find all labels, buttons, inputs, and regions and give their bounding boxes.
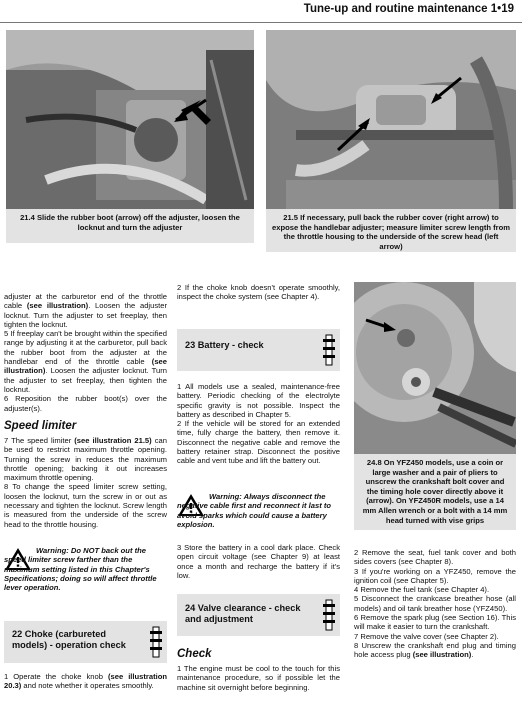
paragraph: [354, 632, 516, 641]
tool-icon: [322, 598, 336, 632]
paragraph: [4, 292, 167, 329]
paragraph: [177, 382, 340, 419]
text: 7 Remove the valve cover (see Chapter 2).: [354, 631, 499, 641]
column-1-end: [4, 672, 167, 691]
text: 2 Remove the seat, fuel tank cover and both sides covers (see Chapter 8).: [354, 548, 516, 567]
page-header: [0, 0, 522, 23]
paragraph: [4, 329, 167, 394]
text: can be used to restrict maximum throttle opening. Turning the screw in reduces the maximum throttle opening; backing it out increases maximum throttle opening.: [4, 436, 167, 483]
tool-icon: [322, 333, 336, 367]
caption-21-5-text: 21.5 If necessary, pull back the rubber cover (right arrow) to expose the handlebar adjuster; measure limiter screw length from the throttle housing to the underside of the screw head (left arrow): [272, 213, 511, 251]
paragraph: [354, 585, 516, 594]
section-23-box: [177, 329, 340, 371]
text: 5 If freeplay can't be brought within the specified range by adjusting it at the carburetor, pull back the rubber boot from the adjuster at the handlebar end of the throttle cable: [4, 329, 167, 367]
text: 5 Disconnect the crankcase breather hose (all models) and oil tank breather hose (YFZ450).: [354, 594, 516, 613]
column-1: [4, 292, 167, 413]
paragraph: [354, 567, 516, 586]
caption-24-8: [354, 454, 516, 530]
text: 2 If the choke knob doesn't operate smoothly, inspect the choke system (see Chapter 4).: [177, 283, 340, 302]
photo-21-4: [6, 30, 254, 210]
illustration-ref: (see illustration): [412, 650, 472, 660]
column-2-end: [177, 664, 340, 692]
column-2-store: [177, 543, 340, 580]
column-3: [354, 548, 516, 660]
text: 1 The engine must be cool to the touch for this maintenance procedure, so if possible let the machine sit overnight before beginning.: [177, 664, 340, 692]
column-2-battery: [177, 382, 340, 466]
section-24-box: [177, 594, 340, 636]
text: and note whether it operates smoothly.: [21, 681, 154, 691]
text: 6 Reposition the rubber boot(s) over the adjuster(s).: [4, 394, 167, 413]
section-22-title: 22 Choke (carbureted models) - operation check: [12, 629, 126, 650]
text: . Loosen the adjuster locknut. Turn the adjuster to set freeplay, then tighten the locknut.: [4, 366, 167, 394]
paragraph: [354, 613, 516, 632]
illustration-ref: (see illustration): [26, 301, 89, 311]
caption-21-4: [6, 209, 254, 243]
text: 8 Unscrew the crankshaft end plug and timing hole access plug: [354, 640, 516, 660]
text: 8 To change the speed limiter screw setting, loosen the locknut, turn the screw in or out as necessary and tighten the locknut. Screw length is measured from the underside of the screw head to the throttle housing.: [4, 482, 167, 529]
warning-speed-limiter: Warning: Do NOT back out the speed limiter screw farther than the maximum setting listed in this Chapter's Specifications; doing so will affect throttle lever operation.: [4, 546, 157, 593]
text: 1 Operate the choke knob: [4, 672, 108, 681]
text: .: [471, 650, 474, 660]
paragraph: [354, 641, 516, 660]
text: 2 If the vehicle will be stored for an extended time, fully charge the battery, then remove it. Disconnect the negative cable and remove the battery retainer strap. Disconnect the positive cable and vent tube and lift the battery out.: [177, 419, 340, 466]
text: adjuster at the carburetor end of the throttle cable: [4, 292, 167, 311]
paragraph: [354, 594, 516, 613]
caption-21-5: [266, 209, 516, 252]
illustration-ref: (see illustration 20.3): [4, 672, 168, 691]
section-22-box: [4, 621, 167, 663]
text: 7 The speed limiter: [4, 436, 75, 445]
paragraph: [4, 394, 167, 413]
section-23-title: 23 Battery - check: [185, 340, 264, 350]
heading-speed-limiter: Speed limiter: [4, 420, 77, 432]
warning-battery: Warning: Always disconnect the negative cable first and reconnect it last to avoid sparks which could cause a battery explosion.: [177, 492, 332, 529]
heading-check: Check: [177, 648, 212, 660]
photo-21-5: [266, 30, 516, 210]
paragraph: [177, 543, 340, 580]
paragraph: [4, 436, 167, 482]
page-title: Tune-up and routine maintenance 1•19: [303, 3, 514, 15]
caption-21-4-text: 21.4 Slide the rubber boot (arrow) off the adjuster, loosen the locknut and turn the adjuster: [20, 213, 240, 232]
text: 6 Remove the spark plug (see Section 16). This will make it easier to turn the crankshaft.: [354, 613, 516, 632]
photo-24-8: [354, 282, 516, 454]
paragraph: [4, 482, 167, 528]
paragraph: [354, 548, 516, 567]
text: 4 Remove the fuel tank (see Chapter 4).: [354, 585, 490, 595]
caption-24-8-text: 24.8 On YFZ450 models, use a coin or large washer and a pair of pliers to unscrew the crankshaft bolt cover and the timing hole cover directly above it (arrow). On YFZ450R models, use a 14 mm Allen wrench or a bolt with a 14 mm head turned with vise grips: [362, 458, 508, 525]
paragraph: [177, 419, 340, 465]
text: 3 Store the battery in a cool dark place. Check open circuit voltage (see Chapter 9) at least once a month and recharge the battery if it's low.: [177, 543, 340, 580]
text: 1 All models use a sealed, maintenance-free battery. Periodic checking of the electrolyte specific gravity is not possible. Inspect the battery as described in Chapter 5.: [177, 382, 340, 419]
illustration-ref: (see illustration 21.5): [74, 436, 152, 445]
text: 3 If you're working on a YFZ450, remove the ignition coil (see Chapter 5).: [354, 566, 516, 585]
illustration-ref: (see illustration): [4, 357, 167, 376]
section-24-title: 24 Valve clearance - check and adjustment: [185, 603, 301, 624]
header-rule: [0, 22, 522, 23]
column-1-speed: [4, 436, 167, 529]
tool-icon: [149, 625, 163, 659]
column-2: [177, 283, 340, 302]
paragraph: [177, 283, 340, 302]
text: . Loosen the adjuster locknut. Turn the adjuster to set freeplay, then tighten the locknut.: [4, 301, 167, 329]
paragraph: [177, 664, 340, 692]
paragraph: [4, 672, 167, 691]
